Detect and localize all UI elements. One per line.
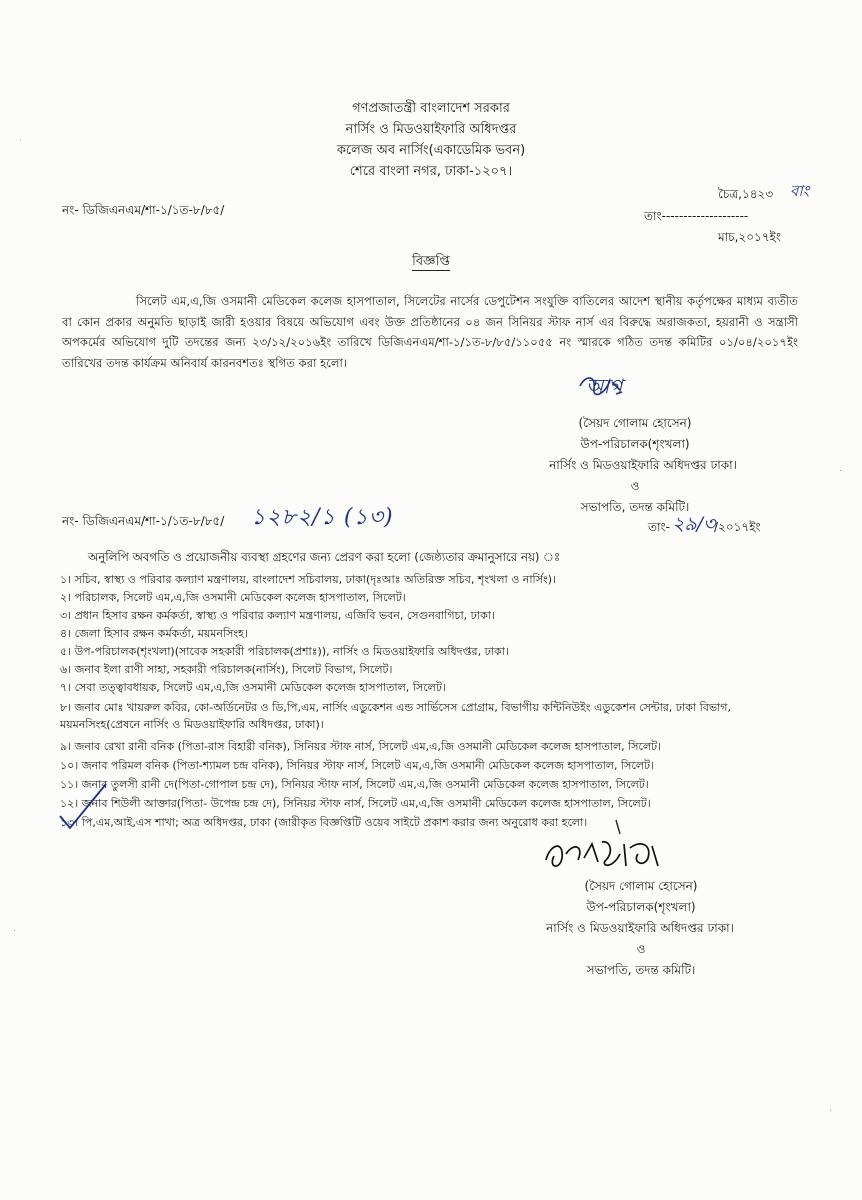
tick-mark-icon: [54, 780, 114, 840]
date-bengali: চৈত্র,১৪২৩: [718, 187, 774, 201]
list-item: ৭। সেবা তত্ত্বাবধায়ক, সিলেট এম,এ,জি ওসমানী মেডিকেল কলেজ হাসপাতাল, সিলেট।: [60, 681, 446, 694]
signer1-and: ও: [630, 479, 640, 493]
signature-handwritten-icon: [540, 832, 670, 882]
signature-initial-strokes: [576, 372, 636, 402]
header-government: গণপ্রজাতন্ত্রী বাংলাদেশ সরকার: [352, 101, 510, 116]
signer1-name: (সৈয়দ গোলাম হোসেন): [578, 416, 692, 430]
list-item: ৫। উপ-পরিচালক(শৃংখলা)(সাবেক সহকারী পরিচালক(প্রশাঃ)), নার্সিং ও মিডওয়াইফারি অধিদপ্তর, ঢাকা।: [60, 645, 509, 658]
scan-speck: [14, 930, 15, 931]
list-item: ৮। জনাব মোঃ খায়রুল কবির, কো-অর্ডিনেটর ও ডি,পি,এম, নার্সিং এডুকেশন এন্ড সার্ভিসেস প্রোগ্রাম, বিভাগীয় কন্টিনিউইং এডুকেশন সেন্টার, ঢাকা বিভাগ, ময়মনসিংহ(প্রেষনে নার্সিং ও মিডওয়াইফারি অধিদপ্তর, ঢাকা)।: [60, 701, 731, 731]
memo2-date-handwritten: ২৯/৩: [672, 513, 716, 535]
signer2-and: ও: [636, 942, 646, 956]
list-item: ১০। জনাব পরিমল বনিক (পিতা-শ্যামল চন্দ্র বনিক), সিনিয়র স্টাফ নার্স, সিলেট এম,এ,জি ওসমানী মেডিকেল কলেজ হাসপাতাল, সিলেট।: [60, 759, 654, 772]
notice-title-text: বিজ্ঞপ্তি: [412, 254, 450, 269]
date-label: তাং--------------------: [644, 209, 749, 223]
notice-title: [0, 252, 862, 273]
list-item: ১৩। পি,এম,আই,এস শাখা; অত্র অধিদপ্তর, ঢাকা (জারীকৃত বিজ্ঞপ্তিটি ওয়েব সাইটে প্রকাশ করার জন্য অনুরোধ করা হলো।: [60, 816, 588, 829]
list-item: ৬। জনাব ইলা রাণী সাহা, সহকারী পরিচালক(নার্সিং), সিলেট বিভাগ, সিলেট।: [60, 663, 393, 676]
date-bengali-handwritten: বাং: [790, 182, 810, 200]
list-item: ৯। জনাব রেখা রানী বনিক (পিতা-রাস বিহারী বনিক), সিনিয়র স্টাফ নার্স, সিলেট এম,এ,জি ওসমানী মেডিকেল কলেজ হাসপাতাল, সিলেট।: [60, 740, 662, 753]
list-item: ১২। জনাব শিউলী আক্তার(পিতা- উপেন্দ্র চন্দ্র দে), সিনিয়র স্টাফ নার্স, সিলেট এম,এ,জি ওসমানী মেডিকেল কলেজ হাসপাতাল, সিলেট।: [60, 797, 651, 810]
header-address: শেরে বাংলা নগর, ঢাকা-১২০৭।: [349, 164, 513, 179]
date-english: মাচ,২০১৭ইং: [718, 230, 782, 244]
header-college: কলেজ অব নার্সিং(একাডেমিক ভবন): [336, 143, 526, 158]
memo2-handwritten-number: ১২৮২/১ (১৩): [251, 505, 394, 530]
signer1-office: নার্সিং ও মিডওয়াইফারি অধিদপ্তর ঢাকা।: [549, 458, 737, 472]
memo2-date-suffix: /২০১৭ইং: [714, 520, 761, 534]
memo2-date-label: তাং-: [648, 520, 670, 534]
signer2-committee: সভাপতি, তদন্ত কমিটি।: [586, 963, 696, 977]
scan-speck: [840, 470, 841, 471]
signer2-designation: উপ-পরিচালক(শৃংখলা): [586, 900, 696, 914]
distribution-intro: অনুলিপি অবগতি ও প্রয়োজনীয় ব্যবস্থা গ্রহণের জন্য প্রেরণ করা হলো (জেষ্ঠ্যতার ক্রমানুসারে নয়) ঃ: [88, 550, 561, 564]
list-item: ১১। জনাব তুলসী রানী দে(পিতা-গোপাল চন্দ্র দে), সিনিয়র স্টাফ নার্স, সিলেট এম,এ,জি ওসমানী মেডিকেল কলেজ হাসপাতাল, সিলেট।: [60, 778, 649, 791]
list-item: ৪। জেলা হিসাব রক্ষন কর্মকর্তা, ময়মনসিংহ।: [60, 627, 248, 640]
signer2-name: (সৈয়দ গোলাম হোসেন): [584, 879, 698, 893]
list-item: ২। পরিচালক, সিলেট এম,এ,জি ওসমানী মেডিকেল কলেজ হাসপাতাল, সিলেট।: [60, 591, 406, 604]
scan-speck: [830, 1110, 831, 1111]
signer1-committee: সভাপতি, তদন্ত কমিটি।: [580, 500, 690, 514]
scan-speck: [20, 140, 21, 141]
list-item: ১। সচিব, স্বাস্থ্য ও পরিবার কল্যাণ মন্ত্রণালয়, বাংলাদেশ সচিবালয়, ঢাকা(দৃঃআঃ অতিরিক্ত সচিব, শৃংখলা ও নার্সিং)।: [60, 573, 556, 586]
notice-body: সিলেট এম,এ,জি ওসমানী মেডিকেল কলেজ হাসপাতাল, সিলেটের নার্সের ডেপুটেশন সংযুক্তি বাতিলের আদেশ স্থানীয় কর্তৃপক্ষের মাধ্যম ব্যতীত বা কোন প্রকার অনুমতি ছাড়াই জারী হওয়ার বিষয়ে অভিযোগ এবং উক্ত প্রতিষ্ঠানের ০৪ জন সিনিয়র স্টাফ নার্স এর বিরুদ্ধে অরাজকতা, হয়রানী ও সন্ত্রাসী অপকর্মের অভিযোগ দুটি তদন্তের জন্য ২৩/১২/২০১৬ইং তারিখে ডিজিএনএম/শা-১/১ত-৮/৮৫/১১০৫৫ নং স্মারকে গঠিত তদন্ত কমিটির ০১/০৪/২০১৭ইং তারিখের তদন্ত কার্যক্রম অনিবার্য কারনবশতঃ স্থগিত করা হলো।: [62, 294, 798, 370]
memo-number: নং- ডিজিএনএম/শা-১/১ত-৮/৮৫/: [62, 203, 225, 217]
memo2-number: নং- ডিজিএনএম/শা-১/১ত-৮/৮৫/: [62, 514, 225, 528]
signer2-office: নার্সিং ও মিডওয়াইফারি অধিদপ্তর ঢাকা।: [546, 921, 734, 935]
signature-initial-handwritten: আগ: [586, 374, 623, 398]
header-directorate: নার্সিং ও মিডওয়াইফারি অধিদপ্তর: [345, 122, 517, 137]
signer1-designation: উপ-পরিচালক(শৃংখলা): [580, 437, 690, 451]
list-item: ৩। প্রধান হিসাব রক্ষন কর্মকর্তা, স্বাস্থ্য ও পরিবার কল্যাণ মন্ত্রণালয়, এজিবি ভবন, সেগুনবাগিচা, ঢাকা।: [60, 609, 495, 622]
